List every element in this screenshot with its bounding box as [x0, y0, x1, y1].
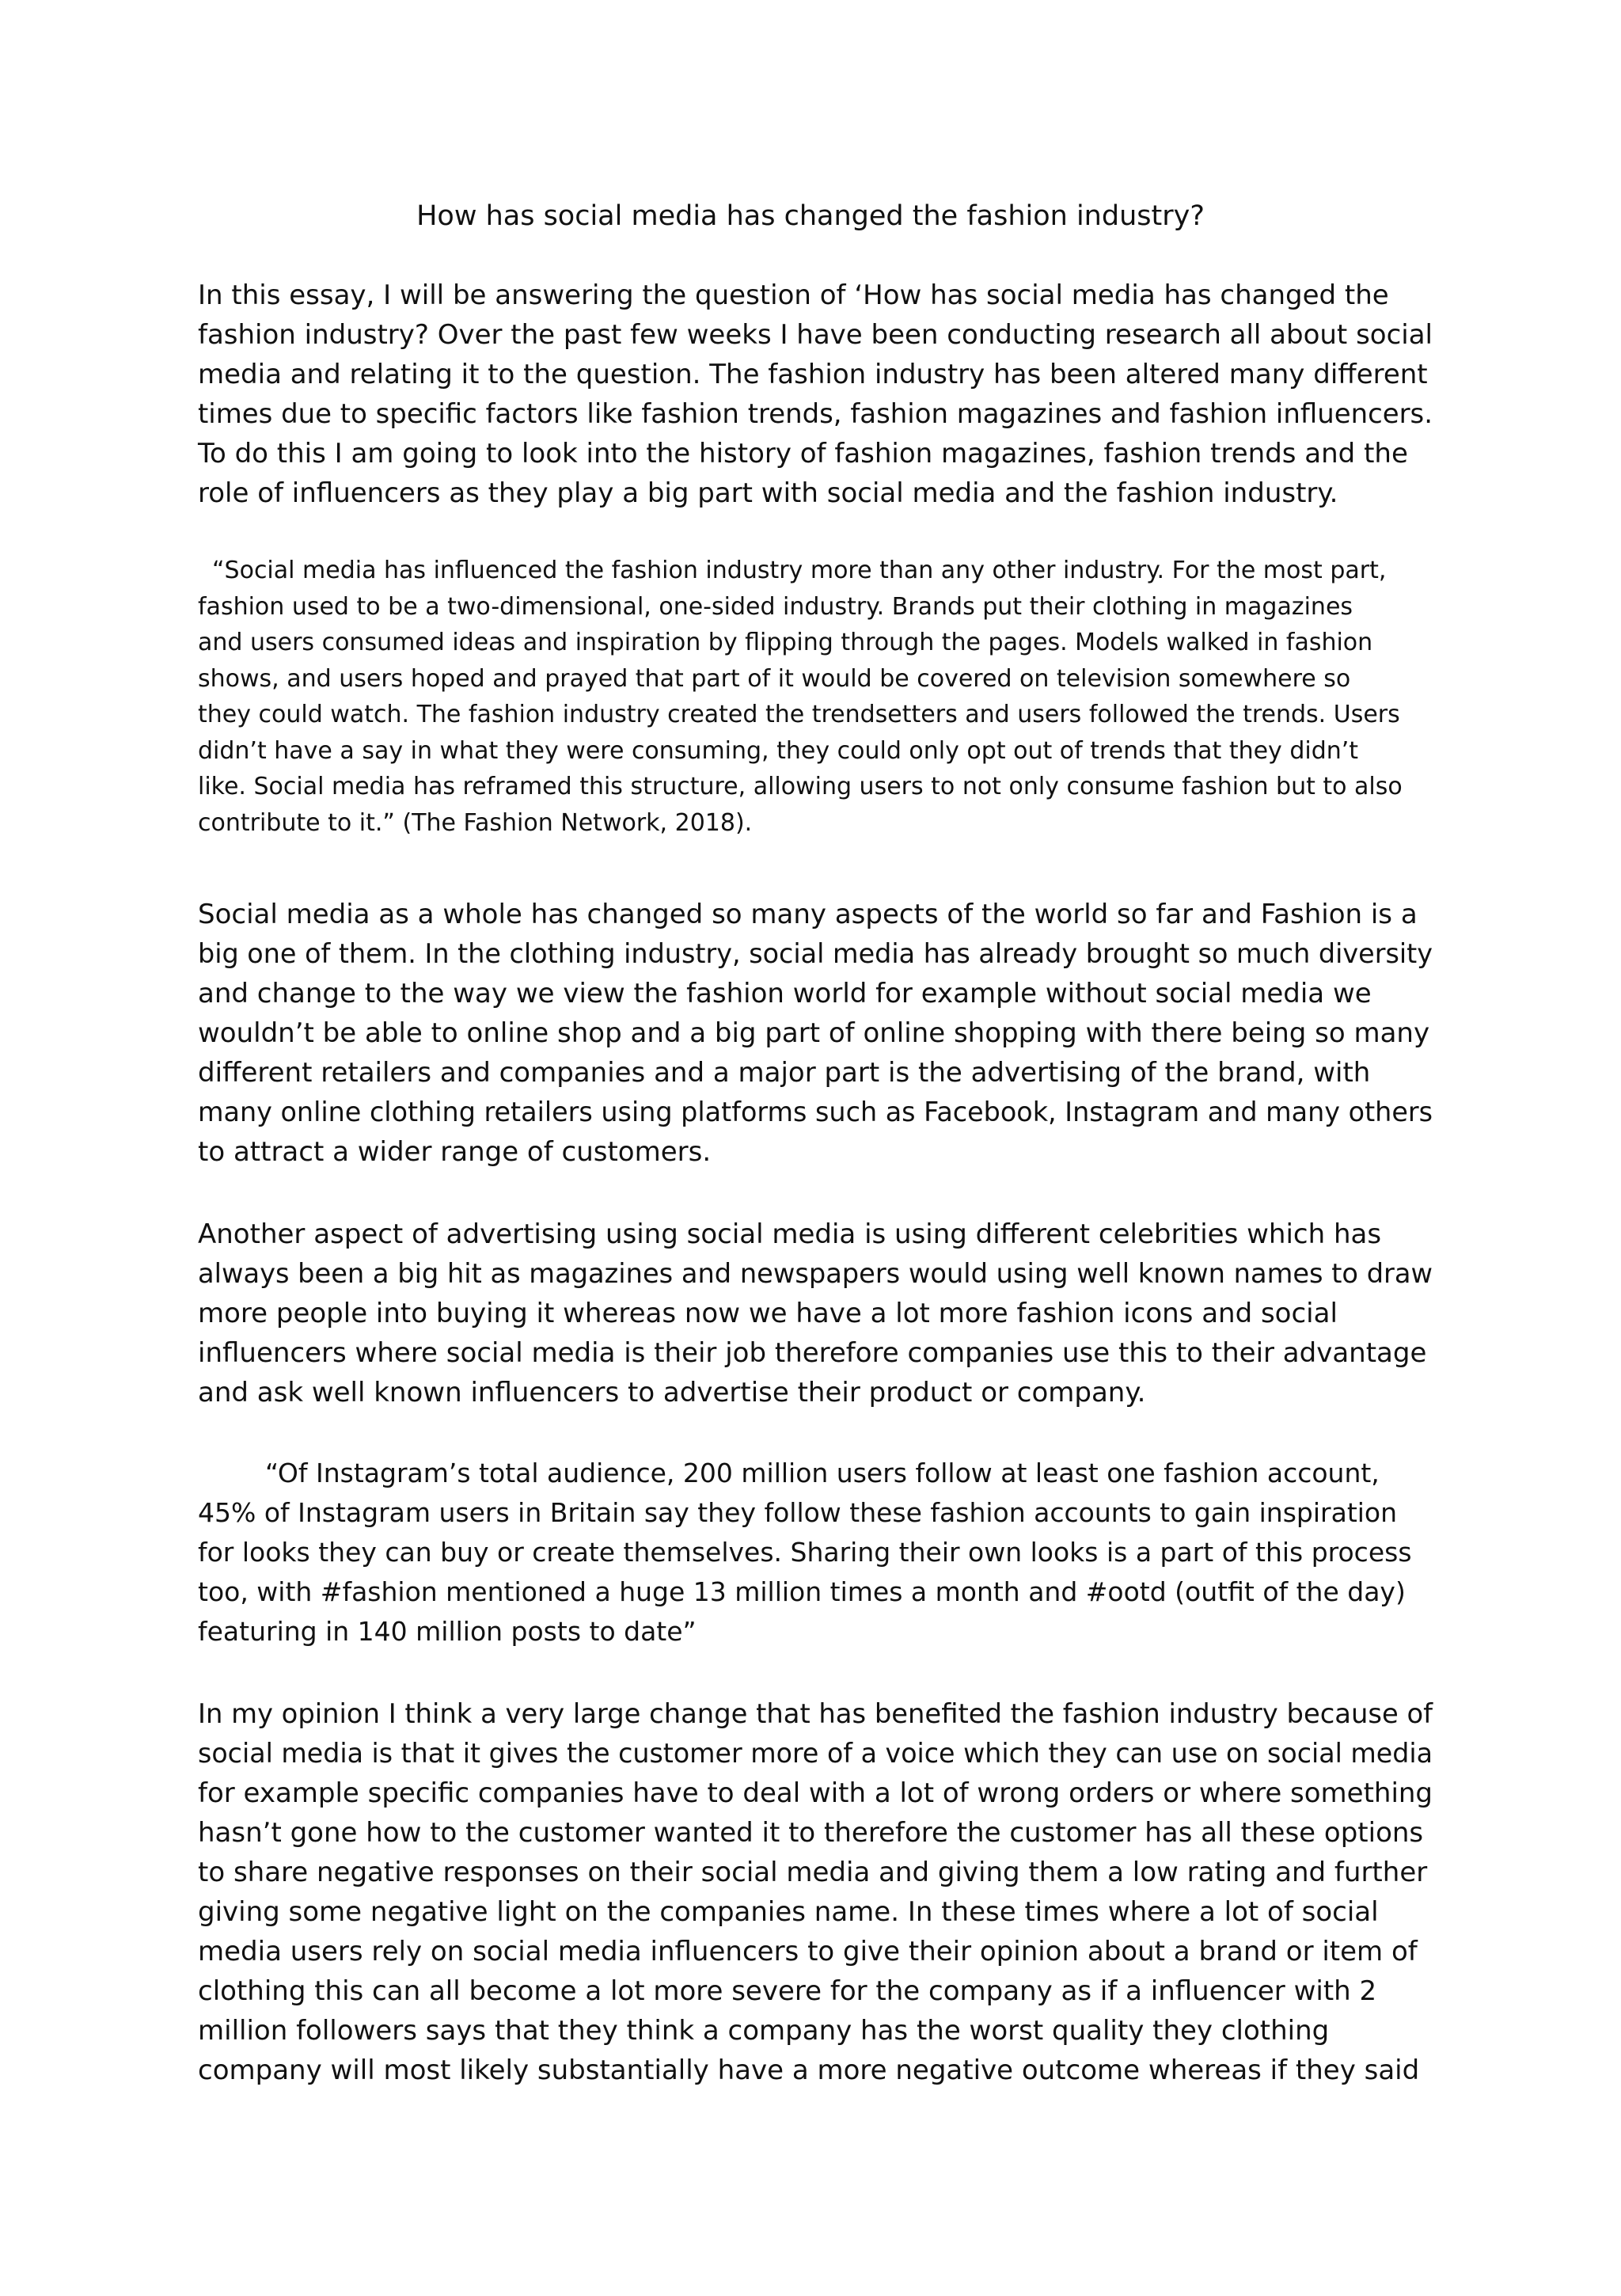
text-line: to attract a wider range of customers.: [198, 1136, 712, 1168]
text-line: more people into buying it whereas now we have a lot more fashion icons and social: [198, 1298, 1338, 1329]
quote-line: and users consumed ideas and inspiration by flipping through the pages. Models walked in fashion: [198, 629, 1373, 656]
quote-line: contribute to it.” (The Fashion Network, 2018).: [198, 808, 753, 837]
text-line: company will most likely substantially have a more negative outcome whereas if they said: [198, 2055, 1420, 2086]
text-line: social media is that it gives the customer more of a voice which they can use on social media: [198, 1738, 1433, 1770]
text-line: giving some negative light on the companies name. In these times where a lot of social: [198, 1896, 1379, 1928]
quote-line: shows, and users hoped and prayed that part of it would be covered on television somewhere so: [198, 664, 1351, 693]
text-line: role of influencers as they play a big part with social media and the fashion industry.: [198, 477, 1338, 509]
text-line: fashion industry? Over the past few weeks I have been conducting research all about social: [198, 319, 1433, 351]
text-line: influencers where social media is their job therefore companies use this to their advantage: [198, 1337, 1427, 1369]
text-line: Another aspect of advertising using social media is using different celebrities which has: [198, 1218, 1382, 1250]
text-line: many online clothing retailers using platforms such as Facebook, Instagram and many others: [198, 1097, 1433, 1128]
quote-line: featuring in 140 million posts to date”: [198, 1616, 697, 1647]
instagram-quote: [198, 1454, 1433, 1652]
text-line: In this essay, I will be answering the question of ‘How has social media has changed the: [198, 279, 1389, 311]
quote-line: “Social media has influenced the fashion industry more than any other industry. For the most part,: [212, 557, 1387, 584]
fashion-network-quote: [198, 553, 1433, 841]
opinion-paragraph: [198, 1694, 1433, 2090]
quote-line: “Of Instagram’s total audience, 200 million users follow at least one fashion account,: [265, 1458, 1380, 1488]
text-line: million followers says that they think a company has the worst quality they clothing: [198, 2015, 1330, 2047]
text-line: clothing this can all become a lot more severe for the company as if a influencer with 2: [198, 1975, 1377, 2007]
quote-line: fashion used to be a two-dimensional, one-sided industry. Brands put their clothing in magazines: [198, 592, 1353, 621]
text-line: To do this I am going to look into the history of fashion magazines, fashion trends and the: [198, 438, 1408, 469]
text-line: Social media as a whole has changed so many aspects of the world so far and Fashion is a: [198, 899, 1418, 930]
text-line: to share negative responses on their social media and giving them a low rating and further: [198, 1857, 1428, 1888]
text-line: different retailers and companies and a major part is the advertising of the brand, with: [198, 1057, 1371, 1089]
text-line: and ask well known influencers to advertise their product or company.: [198, 1377, 1146, 1408]
advertising-paragraph: [198, 1215, 1433, 1412]
quote-line: for looks they can buy or create themselves. Sharing their own looks is a part of this process: [198, 1537, 1412, 1568]
social-media-paragraph: [198, 895, 1433, 1172]
text-line: for example specific companies have to deal with a lot of wrong orders or where something: [198, 1777, 1433, 1809]
text-line: media users rely on social media influencers to give their opinion about a brand or item of: [198, 1936, 1418, 1967]
quote-line: they could watch. The fashion industry created the trendsetters and users followed the trends. Users: [198, 701, 1400, 728]
quote-line: didn’t have a say in what they were consuming, they could only opt out of trends that they didn’t: [198, 736, 1359, 765]
text-line: In my opinion I think a very large change that has benefited the fashion industry because of: [198, 1698, 1433, 1730]
text-line: media and relating it to the question. The fashion industry has been altered many different: [198, 359, 1428, 390]
text-line: big one of them. In the clothing industry, social media has already brought so much diversity: [198, 938, 1433, 970]
text-line: wouldn’t be able to online shop and a big part of online shopping with there being so many: [198, 1017, 1430, 1049]
quote-line: 45% of Instagram users in Britain say they follow these fashion accounts to gain inspiration: [198, 1497, 1398, 1528]
essay-title: How has social media has changed the fashion industry?: [416, 200, 1205, 232]
intro-paragraph: [198, 276, 1433, 513]
text-line: always been a big hit as magazines and newspapers would using well known names to draw: [198, 1258, 1433, 1290]
text-line: times due to specific factors like fashion trends, fashion magazines and fashion influencers.: [198, 398, 1433, 430]
text-line: hasn’t gone how to the customer wanted it to therefore the customer has all these options: [198, 1817, 1424, 1849]
text-line: and change to the way we view the fashion world for example without social media we: [198, 978, 1372, 1009]
quote-line: like. Social media has reframed this structure, allowing users to not only consume fashion but to also: [198, 773, 1403, 800]
quote-line: too, with #fashion mentioned a huge 13 million times a month and #ootd (outfit of the day): [198, 1576, 1406, 1607]
